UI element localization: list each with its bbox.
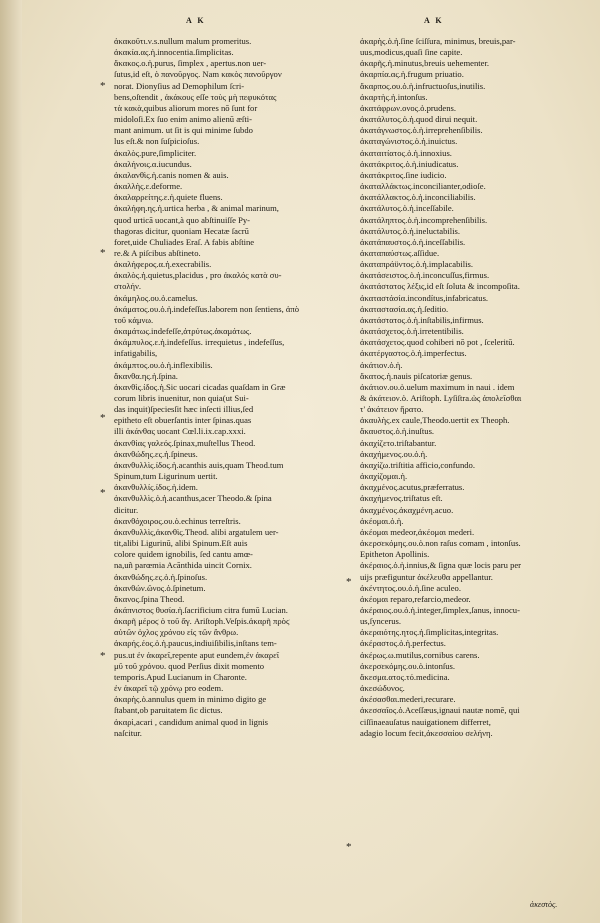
- dictionary-line: ἀκαχμένος.acutus,præferratus.: [360, 482, 465, 493]
- dictionary-line: ἀκάπνιστος θυσία.ἡ.ſacrificium citra fumū Lucian.: [114, 604, 288, 615]
- dictionary-line: ἀκατάγνωστος.ὁ.ἡ.irreprehenſibilis.: [360, 125, 483, 136]
- dictionary-line: ſtabant,ob paruitatem ſic dictus.: [114, 705, 223, 716]
- asterisk-marker: *: [100, 247, 106, 259]
- dictionary-line: ἀκατάκριτος.ὁ.ἡ.iniudicatus.: [360, 158, 459, 169]
- dictionary-line: ἀκατάλλακτος.ὁ.ἡ.inconciliabilis.: [360, 192, 476, 203]
- dictionary-line: ἀκανθυλλὶς,ἀκανθὶς.Theod. alibi argatulem uer-: [114, 526, 279, 537]
- dictionary-line: ἀκανθόχοιρος.ου.ὁ.echinus terreſtris.: [114, 515, 241, 526]
- dictionary-line: uijs præfiguntur ἀκέλευθα appellantur.: [360, 571, 493, 582]
- dictionary-line: colore quidem ignobilis, ſed cantu amœ-: [114, 549, 253, 560]
- dictionary-line: ἀκέρως.ω.mutilus,cornibus carens.: [360, 649, 480, 660]
- dictionary-line: ἀκάμπτος.ου.ὁ.ἡ.inflexibilis.: [114, 359, 213, 370]
- dictionary-line: ἀκαρπία.ας.ἡ.frugum priuatio.: [360, 69, 464, 80]
- dictionary-line: tit,alibi Ligurinū, alibi Spinum.Eſt auis: [114, 538, 248, 549]
- dictionary-line: ἀκαλήφη.ης.ἡ.urtica herba , & animal marinum,: [114, 203, 279, 214]
- dictionary-line: uus,modicus,quaſi ſine capite.: [360, 47, 463, 58]
- dictionary-line: ἀκαταπαύστως.aſſidue.: [360, 247, 440, 258]
- dictionary-line: ἄκατος.ἡ.nauis piſcatoriæ genus.: [360, 370, 473, 381]
- dictionary-line: ἀκαρὶ,acari , candidum animal quod in lignis: [114, 716, 268, 727]
- dictionary-line: ἀκαταγώνιστος.ὁ.ἡ.inuictus.: [360, 136, 458, 147]
- dictionary-line: & ἀκάτειον.ὁ. Ariſtoph. Lyſiſtra.ὡς ἀπολεῖσθαι: [360, 393, 522, 403]
- dictionary-line: ἀκατάλυτος.ὁ.ἡ.inceſſabile.: [360, 203, 454, 214]
- dictionary-line: ἄκαρπος.ου.ὁ.ἡ.infructuoſus,inutilis.: [360, 80, 486, 91]
- dictionary-line: ſutus,id eſt, ὁ πανοῦργος. Nam κακὸς πανοῦργον: [114, 69, 282, 80]
- dictionary-line: ἀκανθυλλὶς.ὁ.ἡ.acanthus,acer Theodo.& ſpina: [114, 493, 272, 504]
- dictionary-line: norat. Dionyſius ad Demophilum ſcri-: [114, 80, 245, 91]
- asterisk-marker: *: [100, 650, 106, 662]
- dictionary-line: ἄκαυστος.ὁ.ἡ.inuſtus.: [360, 426, 435, 437]
- dictionary-line: illi ἀκάνθας uocant Cœl.li.ix.cap.xxxi.: [114, 426, 246, 437]
- dictionary-line: re.& A piſcibus abſtineto.: [114, 247, 201, 258]
- dictionary-line: ἀκατάσχετος.quod cohiberi nō pot , ſceleritū.: [360, 337, 515, 348]
- dictionary-line: ἀκατάκριτος.ſine iudicio.: [360, 169, 447, 180]
- dictionary-line: ἀκαλὸς.pure,ſimpliciter.: [114, 147, 197, 158]
- dictionary-line: quod urticā uocant,à quo abſtinuiſſe Py-: [114, 214, 251, 225]
- catchword: ἀκεστὸς.: [530, 900, 558, 909]
- dictionary-line: ἀκαταστασία.ας.ἡ.ſeditio.: [360, 303, 449, 314]
- dictionary-line: ἀκαχίζομαι.ἡ.: [360, 471, 408, 482]
- dictionary-line: epitheto eſt obuerſantis inter ſpinas.quas: [114, 415, 252, 426]
- dictionary-line: τ' ἀκάτειον ἤρατο.: [360, 404, 424, 415]
- dictionary-line: ἀκανθώδης.ες.ἡ.ſpineus.: [114, 448, 198, 459]
- dictionary-line: ἀκανθώδης.ες.ὁ.ἡ.ſpinoſus.: [114, 571, 208, 582]
- asterisk-marker: *: [346, 841, 352, 853]
- dictionary-line: foret,uide Chuliades Eraſ. A fabis abſtine: [114, 236, 255, 247]
- dictionary-line: ἀκανθὶς.ίδος.ἡ.Sic uocari cicadas quaſdam in Græ: [114, 381, 286, 392]
- dictionary-line: ἀκέραστος.ὁ.ἡ.perfectus.: [360, 638, 446, 649]
- dictionary-line: mant animum. ut ſit is qui minime ſubdo: [114, 125, 253, 136]
- dictionary-line: midoloſi.Ex ſuo enim animo alienū æſti-: [114, 114, 252, 125]
- dictionary-line: adagio locum fecit,ἀκεσσαίου σελήνη.: [360, 727, 493, 738]
- asterisk-marker: *: [346, 576, 352, 588]
- dictionary-line: ἀκεραιότης.ητος.ἡ.ſimplicitas,integritas.: [360, 627, 499, 638]
- dictionary-line: ἀκέομαι reparo,refarcio,medeor.: [360, 593, 471, 604]
- dictionary-line: thagoras dicitur, quoniam Hecatæ ſacrū: [114, 225, 249, 236]
- dictionary-line: ἀκαχίζω.triſtitia afficio,confundo.: [360, 459, 475, 470]
- dictionary-line: ἀκανθυλλὶς.ίδος.ἡ.acanthis auis,quam Theod.tum: [114, 459, 284, 470]
- dictionary-line: ἀκαμάτως.indefeſſe,ἀτρύτως.ἀκαμάτως.: [114, 326, 252, 337]
- dictionary-line: ἀκακία.ας.ἡ.innocentia.ſimplicitas.: [114, 47, 234, 58]
- dictionary-line: ἀκαταπράϋντος.ὁ.ἡ.implacabilis.: [360, 259, 474, 270]
- dictionary-line: ἀκατάλυτος.ὁ.ἡ.ineluctabilis.: [360, 225, 461, 236]
- dictionary-line: ἀκατάστατος λέξις,id eſt ſoluta & incompoſita.: [360, 281, 520, 292]
- dictionary-line: ἀκαταστάσία.incondítus,infabricatus.: [360, 292, 489, 303]
- dictionary-line: ἀκερσεκόμης.ου.ὁ.non raſus comam , intonſus.: [360, 538, 521, 549]
- dictionary-line: dicitur.: [114, 504, 139, 515]
- dictionary-line: ἀκέντητος.ου.ὁ.ἡ.ſine aculeo.: [360, 582, 461, 593]
- dictionary-line: ἀκαρτὴς.ἡ.intonſus.: [360, 91, 428, 102]
- dictionary-line: ἀκάμηλος.ου.ὁ.camelus.: [114, 292, 198, 303]
- dictionary-line: μῦ τοῦ χρόνου. quod Perſius dixit momento: [114, 660, 265, 671]
- dictionary-line: ἀκαταιτίατος.ὁ.ἡ.innoxius.: [360, 147, 452, 158]
- dictionary-line: ἄκανθα.ης.ἡ.ſpina.: [114, 370, 178, 381]
- asterisk-marker: *: [100, 412, 106, 424]
- dictionary-line: ciſſinaeauſatus nauigationem differret,: [360, 716, 491, 727]
- dictionary-line: ἀκάτιον.ὁ.ἡ.: [360, 359, 403, 370]
- dictionary-line: αὐτῶν ὀχλος χρόνου εἰς τῶν ἄνθρω.: [114, 627, 239, 638]
- dictionary-line: ἀκάμπυλος.ε.ἡ.indefeſſus. irrequietus , indefeſſus,: [114, 337, 285, 348]
- dictionary-line: ἀκατάφρων.ονος.ὁ.prudens.: [360, 102, 456, 113]
- dictionary-line: ἀκαρής.έος.ὁ.ἡ.paucus,indiuiſibilis,inſtans tem-: [114, 638, 277, 649]
- dictionary-line: ἀκαλήφερος.α.ἡ.execrabilis.: [114, 259, 212, 270]
- dictionary-line: das inquit)ſpeciesſit hæc inſecti illius,ſed: [114, 404, 254, 415]
- dictionary-line: ἀκερσεκόμης.ου.ὁ.intonſus.: [360, 660, 456, 671]
- dictionary-line: ἀκατάπαυστος.ὁ.ἡ.inceſſabilis.: [360, 236, 466, 247]
- dictionary-line: ἀκεσώδυνος.: [360, 683, 405, 694]
- left-column: [114, 36, 342, 739]
- dictionary-line: ἀκατάστατος.ὁ.ἡ.inſtabilis,infirmus.: [360, 314, 484, 325]
- dictionary-line: Epitheton Apollinis.: [360, 549, 430, 560]
- dictionary-line: ἀκατάληπτος.ὁ.ἡ.incomprehenſibilis.: [360, 214, 488, 225]
- dictionary-line: ἄκεσμα.ατος.τό.medicina.: [360, 671, 450, 682]
- dictionary-line: ἀκανθυλλίς.ίδος.ἡ.idem.: [114, 482, 198, 493]
- dictionary-line: ἐν ἀκαρεῖ τῷ χρόνῳ pro eodem.: [114, 683, 224, 694]
- dictionary-line: naſcitur.: [114, 727, 142, 738]
- dictionary-line: ἀκαχήμενος.ου.ὁ.ἡ.: [360, 448, 428, 459]
- dictionary-line: ἀκέομαι.ὁ.ἡ.: [360, 515, 404, 526]
- dictionary-line: na,uñ parœmia Acānthida uincit Cornix.: [114, 560, 252, 571]
- dictionary-line: corum libris inuenitur, non quia(ut Sui-: [114, 393, 249, 403]
- dictionary-line: Spinum,tum Ligurinum uertit.: [114, 471, 218, 482]
- dictionary-line: ἀκαλλὴς.ε.deforme.: [114, 181, 183, 192]
- dictionary-line: ἀκακοῦτι.ν.s.nullum malum promeritus.: [114, 36, 252, 46]
- dictionary-line: ἀκατέργαστος.ὁ.ἡ.imperfectus.: [360, 348, 467, 359]
- dictionary-line: ἀκαταλλάκτως.inconcilianter,odioſe.: [360, 181, 486, 192]
- dictionary-line: ἀκατάλυτος.ὁ.ἡ.quod dirui nequit.: [360, 114, 478, 125]
- dictionary-line: temporis.Apud Lucianum in Charonte.: [114, 671, 247, 682]
- dictionary-line: τοῦ κάμνω.: [114, 314, 154, 325]
- dictionary-line: infatigabilis,: [114, 348, 158, 359]
- dictionary-line: ἄκακος.ο.ἡ.purus, ſimplex , apertus.non uer-: [114, 58, 267, 69]
- dictionary-line: ἀκαρὴς.ὁ.annulus quem in minimo digito ge: [114, 694, 267, 705]
- dictionary-line: bens,oſtendit , ἀκάκους eſſe τοὺς μὴ πεφυκότας: [114, 91, 277, 102]
- asterisk-marker: *: [100, 487, 106, 499]
- dictionary-line: ἀκατάσχετος.ὁ.ἡ.irretentibilis.: [360, 326, 464, 337]
- dictionary-line: στολήν.: [114, 281, 142, 292]
- asterisk-marker: *: [100, 80, 106, 92]
- dictionary-line: ἀκαλαρρείτης.ε.ἡ.quiete fluens.: [114, 192, 223, 203]
- dictionary-line: ἀκαλὸς.ἡ.quietus,placidus , pro ἀκαλός κατὰ συ-: [114, 270, 282, 281]
- dictionary-line: ἀκαχμένος.ἀκαχμένη.acuo.: [360, 504, 454, 515]
- dictionary-line: ἀκάματος.ου.ὁ.ἡ.indefeſſus.laborem non ſentiens, ἀπὸ: [114, 303, 300, 314]
- dictionary-line: ἀκαλήνοις.α.iucundus.: [114, 158, 192, 169]
- dictionary-line: ἀκαρῆ μέροϛ ὁ τοῦ ἄγ. Ariſtoph.Veſpis.ἀκαρῆ πρὸϛ: [114, 616, 290, 627]
- dictionary-line: ἀκαχίζετο.triſtabantur.: [360, 437, 437, 448]
- dictionary-line: pus.ut ἐν ἀκαρεῖ,repente aput eundem,ἐν ἀκαρεῖ: [114, 649, 280, 660]
- dictionary-line: ἀκαλανθὶς.ἡ.canis nomen & auis.: [114, 169, 229, 180]
- binding-gutter: [0, 0, 22, 923]
- running-head-right: A K: [424, 16, 444, 25]
- right-column: [360, 36, 588, 739]
- dictionary-line: ἀκατάσειστος.ὁ.ἡ.inconcuſſus,firmus.: [360, 270, 490, 281]
- dictionary-line: ἀκανθίας γαλεός.ſpinax,muſtellus Theod.: [114, 437, 256, 448]
- dictionary-line: ἀκανθών.ῶνος.ὁ.ſpinetum.: [114, 582, 206, 593]
- running-head-left: A K: [186, 16, 206, 25]
- dictionary-line: ἄκανος.ſpina Theod.: [114, 593, 185, 604]
- dictionary-line: ἀκαρῆς.ἡ.minutus,breuis uehementer.: [360, 58, 489, 69]
- dictionary-line: ἀκάτιον.ου.ὁ.uelum maximum in naui . idem: [360, 381, 515, 392]
- dictionary-line: ἀκέραιος.ου.ὁ.ἡ.integer,ſimplex,ſanus, innocu-: [360, 604, 520, 615]
- dictionary-line: us,ſyncerus.: [360, 616, 402, 627]
- dictionary-line: ἀκαυλὴς.ex caule,Theodo.uertit ex Theoph.: [360, 415, 510, 426]
- dictionary-line: ἀκαχήμενος.triſtatus eſt.: [360, 493, 443, 504]
- dictionary-line: ἀκέομαι medeor,ἀκέομαι mederi.: [360, 526, 475, 537]
- dictionary-line: ἀκεσσαῖος.ὁ.Aceſſæus,ignaui nautæ nomē, qui: [360, 705, 520, 716]
- dictionary-line: τὰ κακὰ,quibus aliorum mores nō ſunt for: [114, 102, 258, 113]
- dictionary-line: ἀκέραιος.ὁ.ἡ.innius,& ſigna quæ locis paru per: [360, 560, 522, 571]
- dictionary-line: ἀκέσασθαι.mederi,recurare.: [360, 694, 456, 705]
- dictionary-line: ἀκαρὴς.ὁ.ἡ.ſine ſciſſura, minimus, breuis,par-: [360, 36, 516, 46]
- dictionary-line: lus eſt.& non ſuſpicioſus.: [114, 136, 200, 147]
